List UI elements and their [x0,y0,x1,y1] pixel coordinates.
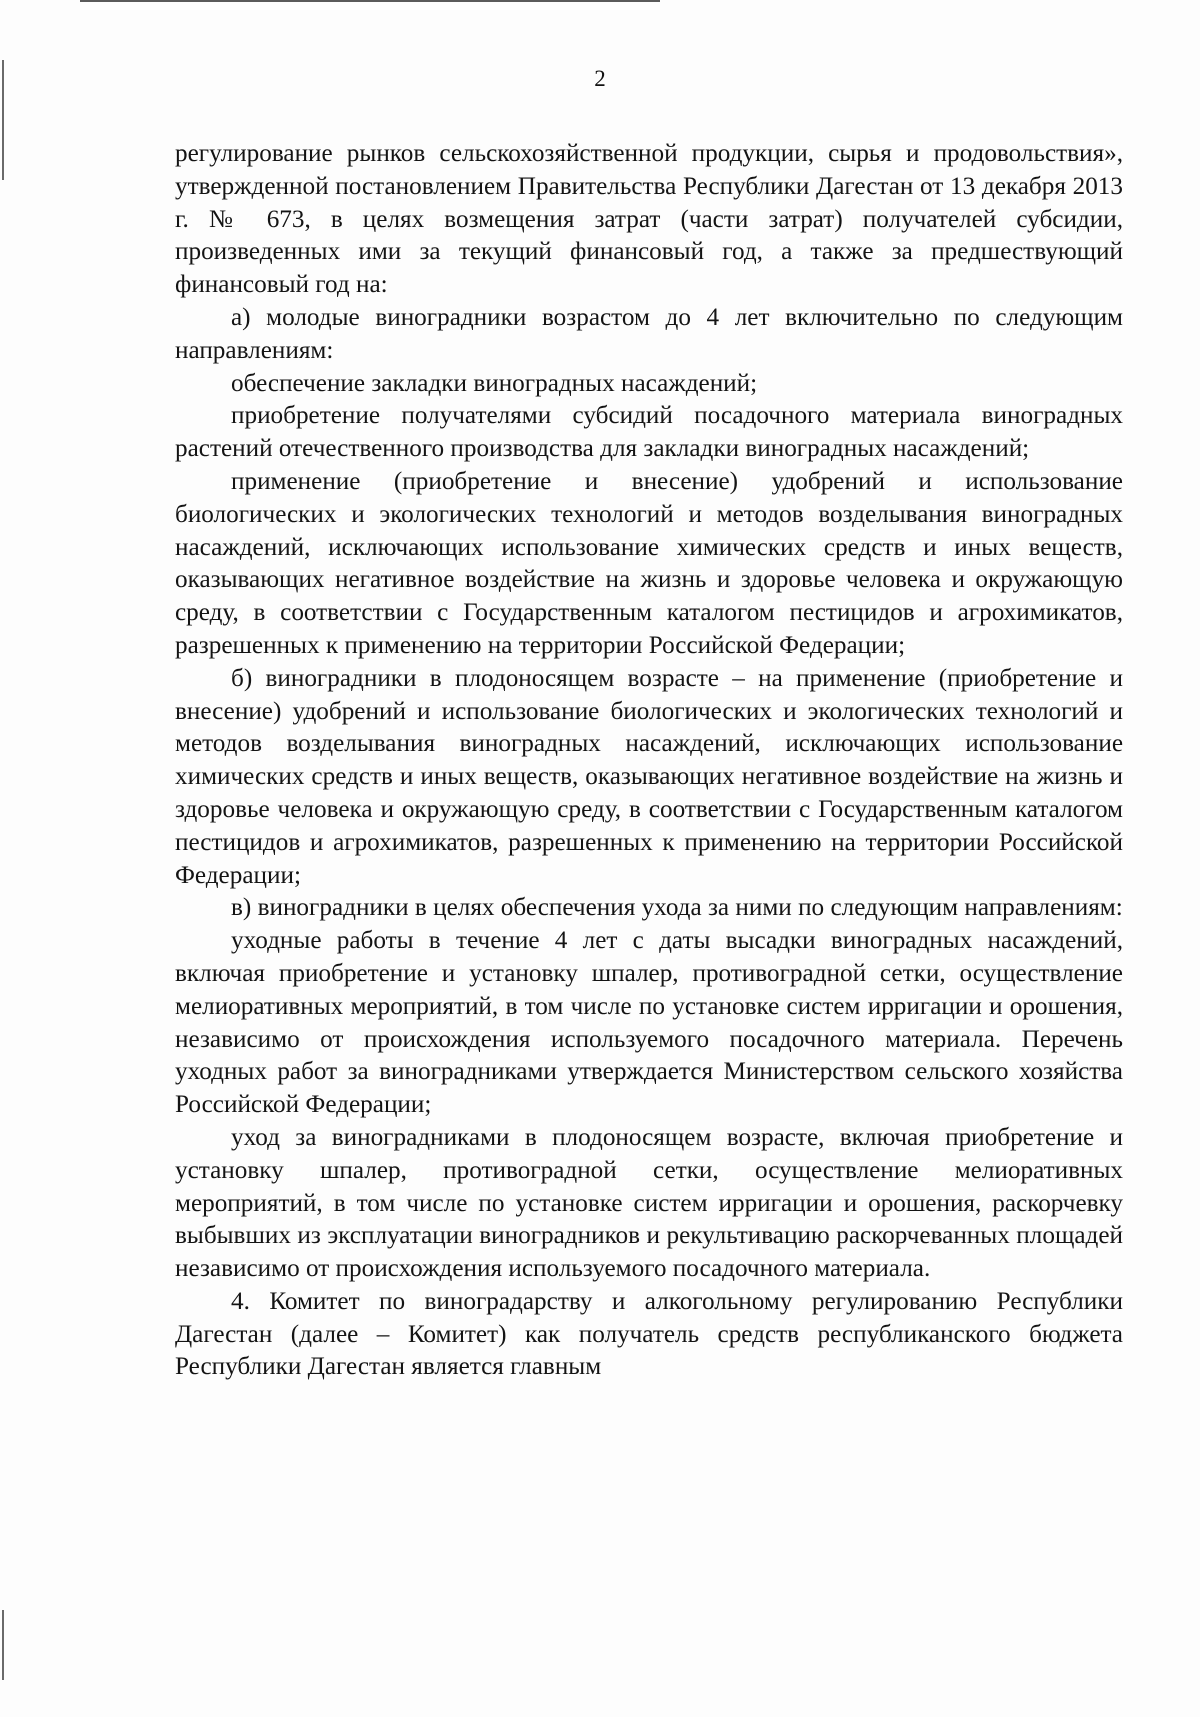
body-text [175,138,1123,1384]
paragraph-v-2: уход за виноградниками в плодоносящем возрасте, включая приобретение и установку шпалер, противоградной сетки, осуществление мелиоративных мероприятий, в том числе по установке систем ирригации и орошения, раскорчевку выбывших из эксплуатации виноградников и рекультивацию раскорчеванных площадей независимо от происхождения используемого посадочного материала. [175,1123,1123,1283]
paragraph-v-1: уходные работы в течение 4 лет с даты высадки виноградных насаждений, включая приобретение и установку шпалер, противоградной сетки, осуществление мелиоративных мероприятий, в том числе по установке систем ирригации и орошения, независимо от происхождения используемого посадочного материала. Перечень уходных работ за виноградниками утверждается Министерством сельского хозяйства Российской Федерации; [175,927,1123,1119]
paragraph-item-v: в) виноградники в целях обеспечения ухода за ними по следующим направлениям: [231,894,1123,922]
scan-edge-left-lower [2,1610,4,1680]
paragraph-a-3: применение (приобретение и внесение) удобрений и использование биологических и экологических технологий и методов возделывания виноградных насаждений, исключающих использование химических средств и иных веществ, оказывающих негативное воздействие на жизнь и здоровье человека и окружающую среду, в соответствии с Государственным каталогом пестицидов и агрохимикатов, разрешенных к применению на территории Российской Федерации; [175,467,1123,659]
page-number: 2 [594,66,606,91]
paragraph-a-2: приобретение получателями субсидий посадочного материала виноградных растений отечественного производства для закладки виноградных насаждений; [175,402,1123,463]
paragraph-item-4: 4. Комитет по виноградарству и алкогольному регулированию Республики Дагестан (далее – Комитет) как получатель средств республиканского бюджета Республики Дагестан является главным [175,1287,1123,1381]
paragraph-continuation: регулирование рынков сельскохозяйственной продукции, сырья и продовольствия», утвержденной постановлением Правительства Республики Дагестан от 13 декабря 2013 г. № 673, в целях возмещения затрат (части затрат) получателей субсидии, произведенных ими за текущий финансовый год, а также за предшествующий финансовый год на: [175,140,1123,299]
paragraph-item-b: б) виноградники в плодоносящем возрасте – на применение (приобретение и внесение) удобрений и использование биологических и экологических технологий и методов возделывания виноградных насаждений, исключающих использование химических средств и иных веществ, оказывающих негативное воздействие на жизнь и здоровье человека и окружающую среду, в соответствии с Государственным каталогом пестицидов и агрохимикатов, разрешенных к применению на территории Российской Федерации; [175,664,1123,889]
paragraph-a-1: обеспечение закладки виноградных насаждений; [231,369,758,397]
paragraph-item-a: а) молодые виноградники возрастом до 4 лет включительно по следующим направлениям: [175,303,1123,364]
scan-edge-top [80,0,660,2]
